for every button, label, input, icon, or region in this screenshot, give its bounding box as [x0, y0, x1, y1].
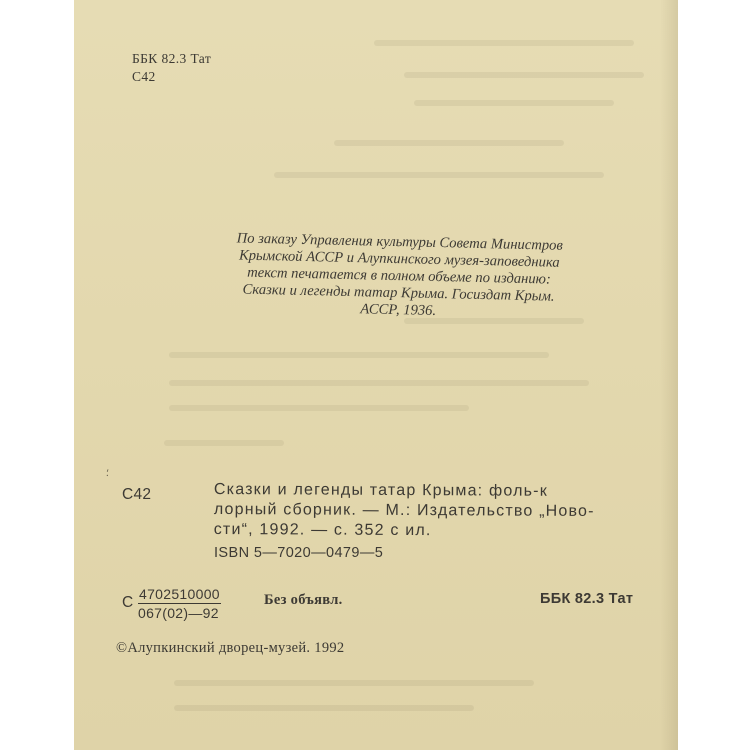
index-fraction — [138, 586, 221, 621]
catalog-entry-line: сти“, 1992. — с. 352 с ил. — [213, 520, 432, 540]
bbk-classification-bottom: ББК 82.3 Тат — [540, 591, 634, 607]
catalog-entry-line: лорный сборник. — М.: Издательство „Ново- — [213, 500, 595, 520]
order-note-line: текст печатается в полном объеме по изданию: — [246, 264, 551, 288]
index-numerator: 4702510000 — [139, 586, 220, 602]
catalog-code: С42 — [122, 486, 152, 503]
show-through-line — [374, 40, 634, 46]
bbk-code: ББК 82.3 Тат — [132, 51, 212, 66]
show-through-line — [404, 72, 644, 78]
order-note-line: Крымской АССР и Алупкинского музея-заповедника — [238, 247, 560, 271]
show-through-line — [414, 100, 614, 106]
show-through-line — [174, 680, 534, 686]
pencil-mark-icon: ⸵ — [106, 468, 109, 479]
order-note — [128, 228, 670, 325]
order-note-line: По заказу Управления культуры Совета Министров — [236, 230, 563, 254]
show-through-line — [169, 380, 589, 386]
catalog-entry — [214, 480, 595, 542]
show-through-line — [334, 140, 564, 146]
no-advertisement: Без объявл. — [264, 592, 343, 608]
index-denominator: 067(02)—92 — [138, 605, 219, 621]
order-note-line: АССР, 1936. — [360, 301, 437, 319]
show-through-line — [174, 705, 474, 711]
index-letter: С — [122, 594, 134, 611]
show-through-line — [164, 440, 284, 446]
author-mark: С42 — [132, 69, 156, 84]
copyright: ©Алупкинский дворец-музей. 1992 — [116, 640, 345, 656]
catalog-entry-line: Сказки и легенды татар Крыма: фоль-к — [213, 481, 548, 500]
book-page — [74, 0, 678, 750]
show-through-line — [274, 172, 604, 178]
order-note-line: Сказки и легенды татар Крыма. Госиздат Крым. — [242, 281, 555, 305]
isbn: ISBN 5—7020—0479—5 — [214, 545, 384, 561]
show-through-line — [169, 405, 469, 411]
show-through-line — [169, 352, 549, 358]
bbk-classification-top — [132, 50, 211, 86]
